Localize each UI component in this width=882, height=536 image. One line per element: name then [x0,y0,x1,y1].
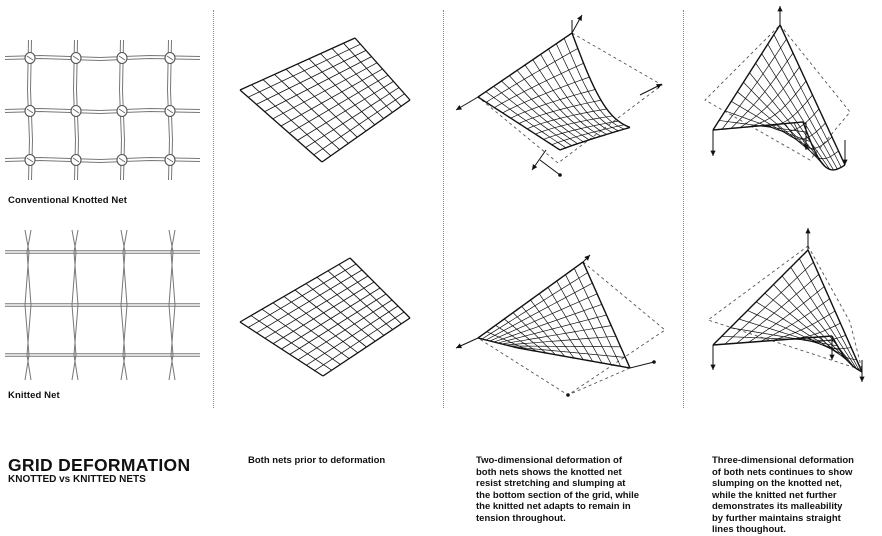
caption-three-d-deformation [712,455,854,536]
caption-line: Three-dimensional deformation [712,455,854,466]
caption-line: the knitted net adapts to remain in [476,501,631,512]
page-subtitle: KNOTTED vs KNITTED NETS [8,474,146,485]
knitted-net-label: Knitted Net [8,390,60,401]
caption-line: of both nets continues to show [712,466,853,478]
caption-line: while the knitted net further [712,489,837,501]
caption-line: both nets shows the knotted net [476,466,622,478]
caption-line: demonstrates its malleability [712,501,843,512]
knotted-net-label: Conventional Knotted Net [8,195,128,206]
caption-line: slumping on the knotted net, [712,478,842,489]
caption-line: Both nets prior to deformation [248,455,386,466]
caption-prior-to-deformation [248,455,385,467]
caption-two-d-deformation [476,455,639,524]
caption-line: Two-dimensional deformation of [476,455,623,466]
caption-line: by further maintains straight [712,512,841,524]
page-title: GRID DEFORMATION [8,455,191,475]
caption-line: tension throughout. [476,512,566,524]
caption-line: lines thoughout. [712,524,786,535]
caption-line: the bottom section of the grid, while [476,489,640,501]
caption-line: resist stretching and slumping at [476,478,626,489]
